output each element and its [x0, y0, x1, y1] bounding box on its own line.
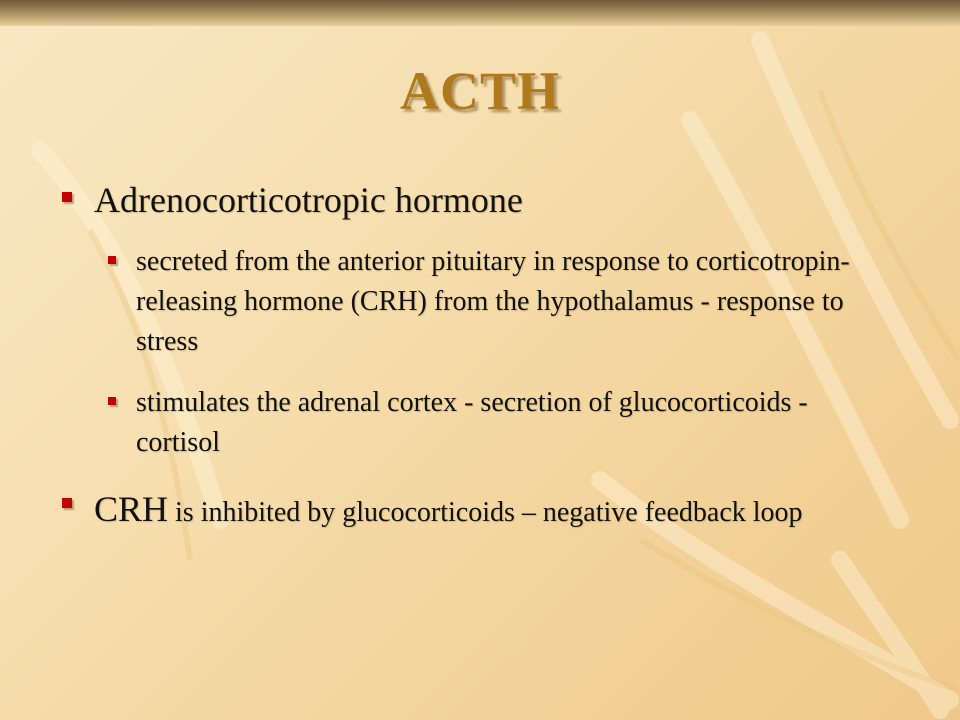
bullet-marker: [62, 192, 72, 202]
sub-bullet-stimulates: [108, 383, 888, 463]
bullet-marker: [108, 256, 116, 264]
bullet-crh-inhibited: [62, 484, 922, 538]
bullet-marker: [108, 397, 116, 405]
bullet-text-group: [94, 484, 803, 538]
crh-lead-text: CRH: [94, 489, 169, 529]
sub-bullet-secreted: [108, 242, 888, 362]
bullet-text: secreted from the anterior pituitary in response to corticotropin-releasing hormone (CRH) from the hypothalamus - response to stress: [136, 246, 850, 357]
bullet-marker: [62, 498, 72, 508]
bullet-text: is inhibited by glucocorticoids – negative feedback loop: [168, 497, 803, 528]
bullet-text: stimulates the adrenal cortex - secretion of glucocorticoids - cortisol: [136, 387, 808, 458]
bullet-adrenocorticotropic: [62, 178, 922, 222]
slide-title: ACTH: [399, 61, 560, 121]
bullet-text: Adrenocorticotropic hormone: [94, 180, 523, 220]
